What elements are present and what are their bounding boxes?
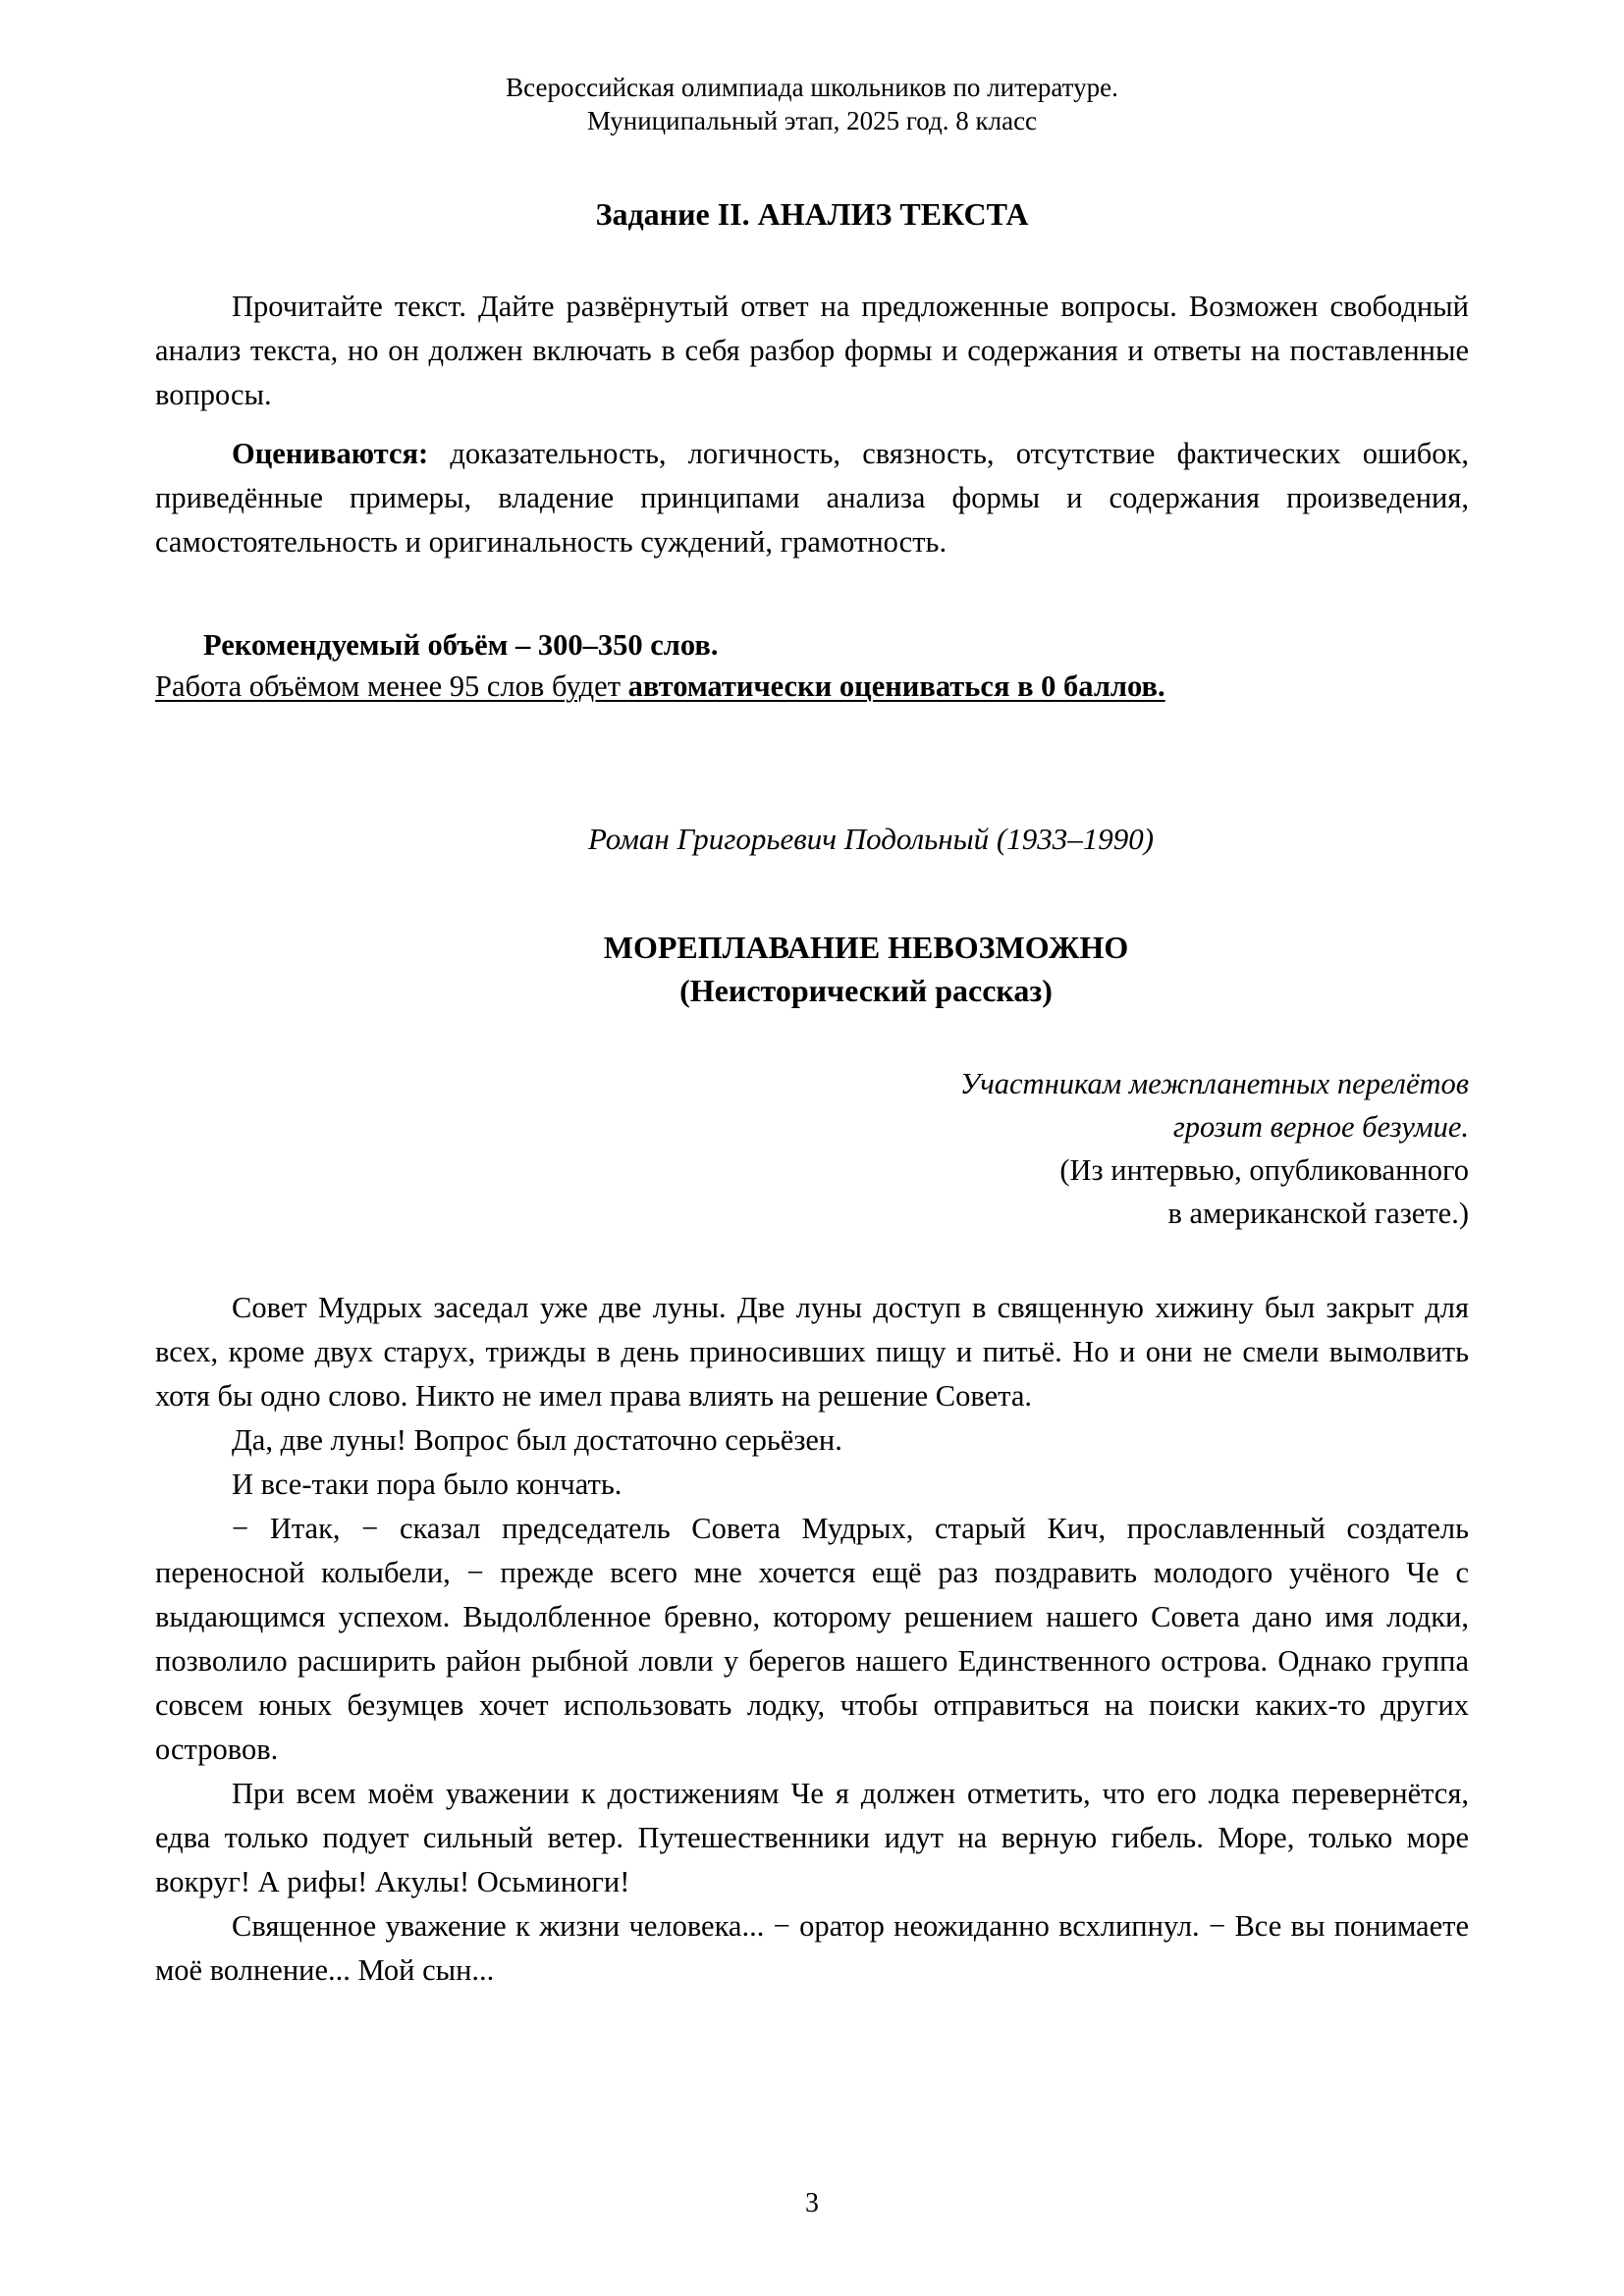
intro-paragraph: Прочитайте текст. Дайте развёрнутый ответ на предложенные вопросы. Возможен свободный анализ текста, но он должен включать в себя разбор формы и содержания и ответы на поставленные вопросы. [155, 290, 1469, 411]
header-olympiad-title: Всероссийская олимпиада школьников по литературе. [506, 73, 1118, 102]
criteria-text: доказательность, логичность, связность, отсутствие фактических ошибок, приведённые примеры, владение принципами анализа формы и содержания произведения, самостоятельность и оригинальность суждений, грамотность. [155, 437, 1469, 559]
warning-text: Работа объёмом менее 95 слов будет [155, 669, 628, 703]
story-author: Роман Григорьевич Подольный (1933–1990) [587, 822, 1155, 856]
story-text [155, 1286, 1469, 1993]
task-intro [155, 285, 1469, 417]
minimum-volume-warning [155, 666, 1469, 707]
epigraph-source-line-1: (Из интервью, опубликованного [1059, 1153, 1469, 1187]
warning-emphasis: автоматически оцениваться в 0 баллов. [627, 669, 1165, 703]
story-paragraph: Священное уважение к жизни человека... − оратор неожиданно всхлипнул. − Все вы понимаете моё волнение... Мой сын... [155, 1909, 1469, 1987]
epigraph-quote-line-1: Участникам межпланетных перелётов [959, 1067, 1469, 1100]
story-heading [155, 926, 1469, 1012]
story-subtitle: (Неисторический рассказ) [679, 973, 1053, 1008]
story-paragraph: − Итак, − сказал председатель Совета Мудрых, старый Кич, прославленный создатель переносной колыбели, − прежде всего мне хочется ещё раз поздравить молодого учёного Че с выдающимся успехом. Выдолбленное бревно, которому решением нашего Совета дано имя лодки, позволило расширить район рыбной ловли у берегов нашего Единственного острова. Однако группа совсем юных безумцев хочет использовать лодку, чтобы отправиться на поиски каких-то других островов. [155, 1512, 1469, 1766]
page-number: 3 [805, 2188, 819, 2218]
evaluation-criteria [155, 432, 1469, 564]
story-paragraph: Да, две луны! Вопрос был достаточно серьёзен. [232, 1423, 842, 1457]
volume-requirements [155, 624, 1469, 707]
task-title: Задание II. АНАЛИЗ ТЕКСТА [595, 196, 1029, 232]
recommended-volume: Рекомендуемый объём – 300–350 слов. [203, 628, 719, 662]
story-paragraph: Совет Мудрых заседал уже две луны. Две луны доступ в священную хижину был закрыт для всех, кроме двух старух, трижды в день приносивших пищу и питьё. Но и они не смели вымолвить хотя бы одно слово. Никто не имел права влиять на решение Совета. [155, 1291, 1469, 1413]
epigraph [960, 1062, 1469, 1235]
story-paragraph: И все-таки пора было кончать. [232, 1468, 623, 1501]
criteria-paragraph [155, 432, 1469, 564]
criteria-label: Оцениваются: [232, 437, 429, 470]
story-paragraph: При всем моём уважении к достижениям Че я должен отметить, что его лодка перевернётся, едва только подует сильный ветер. Путешественники идут на верную гибель. Море, только море вокруг! А рифы! Акулы! Осьминоги! [155, 1777, 1469, 1898]
story-title: МОРЕПЛАВАНИЕ НЕВОЗМОЖНО [603, 930, 1129, 965]
epigraph-source-line-2: в американской газете.) [1167, 1197, 1469, 1230]
page-header [155, 71, 1469, 137]
epigraph-quote-line-2: грозит верное безумие. [1172, 1110, 1469, 1144]
header-stage-info: Муниципальный этап, 2025 год. 8 класс [586, 106, 1038, 135]
